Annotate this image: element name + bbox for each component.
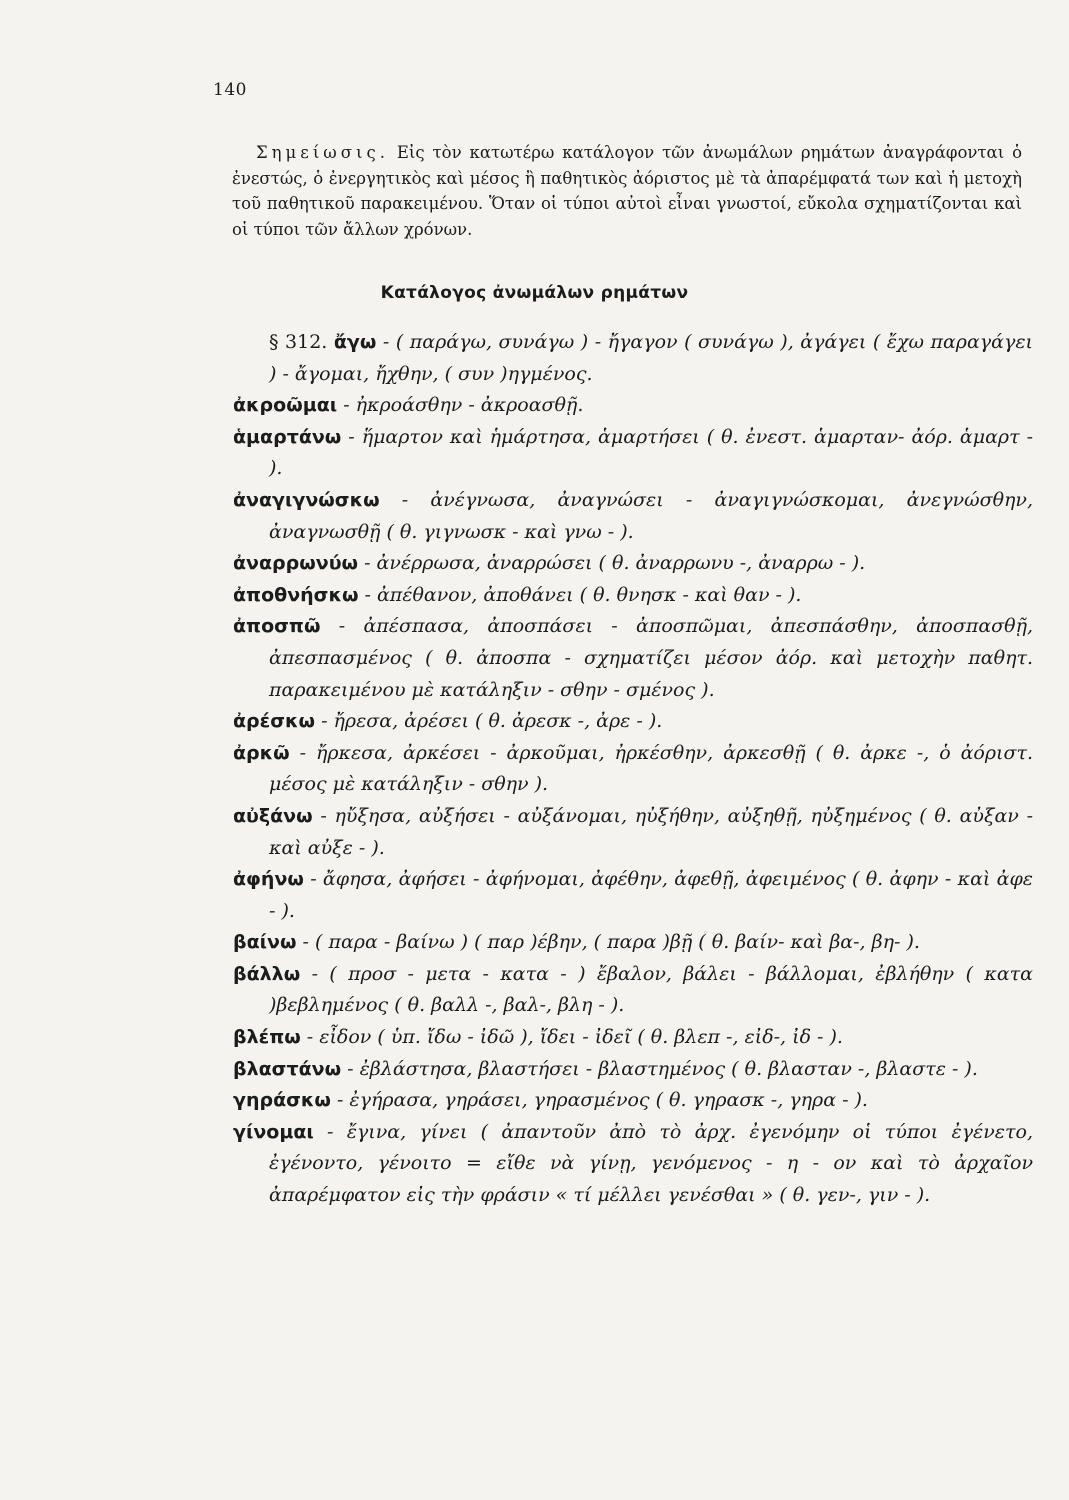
entry-headword: ἀποσπῶ [233,615,321,638]
note-text: Εἰς τὸν κατωτέρω κατάλογον τῶν ἀνωμάλων ρημάτων ἀναγράφονται ὁ ἐνεστώς, ὁ ἐνεργητικὸς καὶ μέσος ἢ παθητικὸς ἀόριστος μὲ τὰ ἀπαρέμφατά των καὶ ἡ μετοχὴ τοῦ παθητικοῦ παρακειμένου. Ὅταν οἱ τύποι αὐτοὶ εἶναι γνωστοί, εὔκολα σχηματίζονται καὶ οἱ τύποι τῶν ἄλλων χρόνων. [232,143,1022,239]
verb-entry [233,611,1033,706]
verb-entry [233,927,1033,959]
verb-entry [233,485,1033,548]
section-number: § 312. [269,331,328,353]
verb-entry [233,1054,1033,1086]
entry-headword: ἀποθνήσκω [233,583,359,606]
entry-headword: βαίνω [233,931,297,954]
verb-entry [233,390,1033,422]
entry-forms: - ἤρκεσα, ἀρκέσει - ἀρκοῦμαι, ἠρκέσθην, ἀρκεσθῇ ( θ. ἀρκε -, ὁ ἀόριστ. μέσος μὲ κατάληξιν - σθην ). [269,741,1033,796]
verb-entry [233,1085,1033,1117]
verb-entry [233,738,1033,801]
entry-forms: - ἤρεσα, ἀρέσει ( θ. ἀρεσκ -, ἀρε - ). [315,710,663,733]
entry-headword: ἁμαρτάνω [233,425,342,448]
entry-headword: γίνομαι [233,1120,314,1143]
verb-entry [233,1117,1033,1212]
entry-headword: ἀναγιγνώσκω [233,488,380,511]
entry-forms: - ἐγήρασα, γηράσει, γηρασμένος ( θ. γηρασκ -, γηρα - ). [330,1089,868,1112]
entry-headword: γηράσκω [233,1089,331,1112]
entry-headword: ἄγω [333,331,377,353]
entry-headword: βλέπω [233,1026,301,1049]
verb-entry [233,801,1033,864]
entry-forms: - ( προσ - μετα - κατα - ) ἔβαλον, βάλει - βάλλομαι, ἐβλήθην ( κατα )βεβλημένος ( θ. βαλλ -, βαλ-, βλη - ). [269,962,1033,1017]
verb-list [233,327,1033,1212]
entry-forms: - ἀνέγνωσα, ἀναγνώσει - ἀναγιγνώσκομαι, ἀνεγνώσθην, ἀναγνωσθῇ ( θ. γιγνωσκ - καὶ γνω - ). [269,488,1033,543]
entry-headword: αὐξάνω [233,804,313,827]
entry-forms: - εἶδον ( ὑπ. ἴδω - ἰδῶ ), ἴδει - ἰδεῖ ( θ. βλεπ -, εἰδ-, ἰδ - ). [300,1026,843,1049]
entry-forms: - ἀπέσπασα, ἀποσπάσει - ἀποσπῶμαι, ἀπεσπάσθην, ἀποσπασθῇ, ἀπεσπασμένος ( θ. ἀποσπα - σχηματίζει μέσον ἀόρ. καὶ μετοχὴν παθητ. παρακειμένου μὲ κατάληξιν - σθην - σμένος ). [269,615,1033,701]
entry-forms: - ἀπέθανον, ἀποθάνει ( θ. θνησκ - καὶ θαν - ). [358,583,802,606]
entry-forms: - ἄφησα, ἀφήσει - ἀφήνομαι, ἀφέθην, ἀφεθῇ, ἀφειμένος ( θ. ἀφην - καὶ ἀφε - ). [269,868,1033,922]
entry-headword: βλαστάνω [233,1057,342,1080]
note-lead: Σημείωσις. [256,143,389,162]
entry-headword: ἀκροῶμαι [233,394,338,417]
entry-headword: ἀφήνω [233,868,304,891]
entry-forms: - ἐβλάστησα, βλαστήσει - βλαστημένος ( θ. βλασταν -, βλαστε - ). [341,1057,978,1080]
entry-headword: ἀρκῶ [233,741,290,764]
verb-entry [233,864,1033,927]
entry-forms: - ( παρα - βαίνω ) ( παρ )έβην, ( παρα )βῇ ( θ. βαίν- καὶ βα-, βη- ). [296,931,920,954]
entry-forms: - ηὔξησα, αὐξήσει - αὐξάνομαι, ηὐξήθην, αὐξηθῇ, ηὐξημένος ( θ. αὐξαν - καὶ αὐξε - ). [269,804,1033,859]
entry-forms: - ἔγινα, γίνει ( ἀπαντοῦν ἀπὸ τὸ ἀρχ. ἐγενόμην οἱ τύποι ἐγένετο, ἐγένοντο, γένοιτο = εἴθε νὰ γίνῃ, γενόμενος - η - ον καὶ τὸ ἀρχαῖον ἀπαρέμφατον εἰς τὴν φράσιν « τί μέλλει γενέσθαι » ( θ. γεν-, γιν - ). [269,1120,1033,1207]
note-paragraph [232,140,1022,242]
verb-entry [233,706,1033,738]
verb-entry [233,327,1033,390]
verb-entry [233,959,1033,1022]
entry-headword: βάλλω [233,962,301,985]
verb-entry [233,548,1033,580]
entry-headword: ἀναρρωνύω [233,552,359,575]
entry-forms: - ἀνέρρωσα, ἀναρρώσει ( θ. ἀναρρωνυ -, ἀναρρω - ). [358,552,866,575]
entry-forms: - ἠκροάσθην - ἀκροασθῇ. [337,394,584,417]
verb-entry [233,1022,1033,1054]
verb-entry [233,422,1033,485]
entry-forms: - ( παράγω, συνάγω ) - ἤγαγον ( συνάγω ), ἀγάγει ( ἔχω παραγάγει ) - ἄγομαι, ἤχθην, ( συν )ηγμένος. [269,331,1033,385]
verb-entry [233,580,1033,612]
section-heading: Κατάλογος ἀνωμάλων ρημάτων [380,283,689,303]
entry-forms: - ἥμαρτον καὶ ἡμάρτησα, ἁμαρτήσει ( θ. ἐνεστ. ἁμαρταν- ἀόρ. ἁμαρτ - ). [269,425,1033,480]
page-number: 140 [213,80,247,100]
entry-headword: ἀρέσκω [233,710,316,733]
